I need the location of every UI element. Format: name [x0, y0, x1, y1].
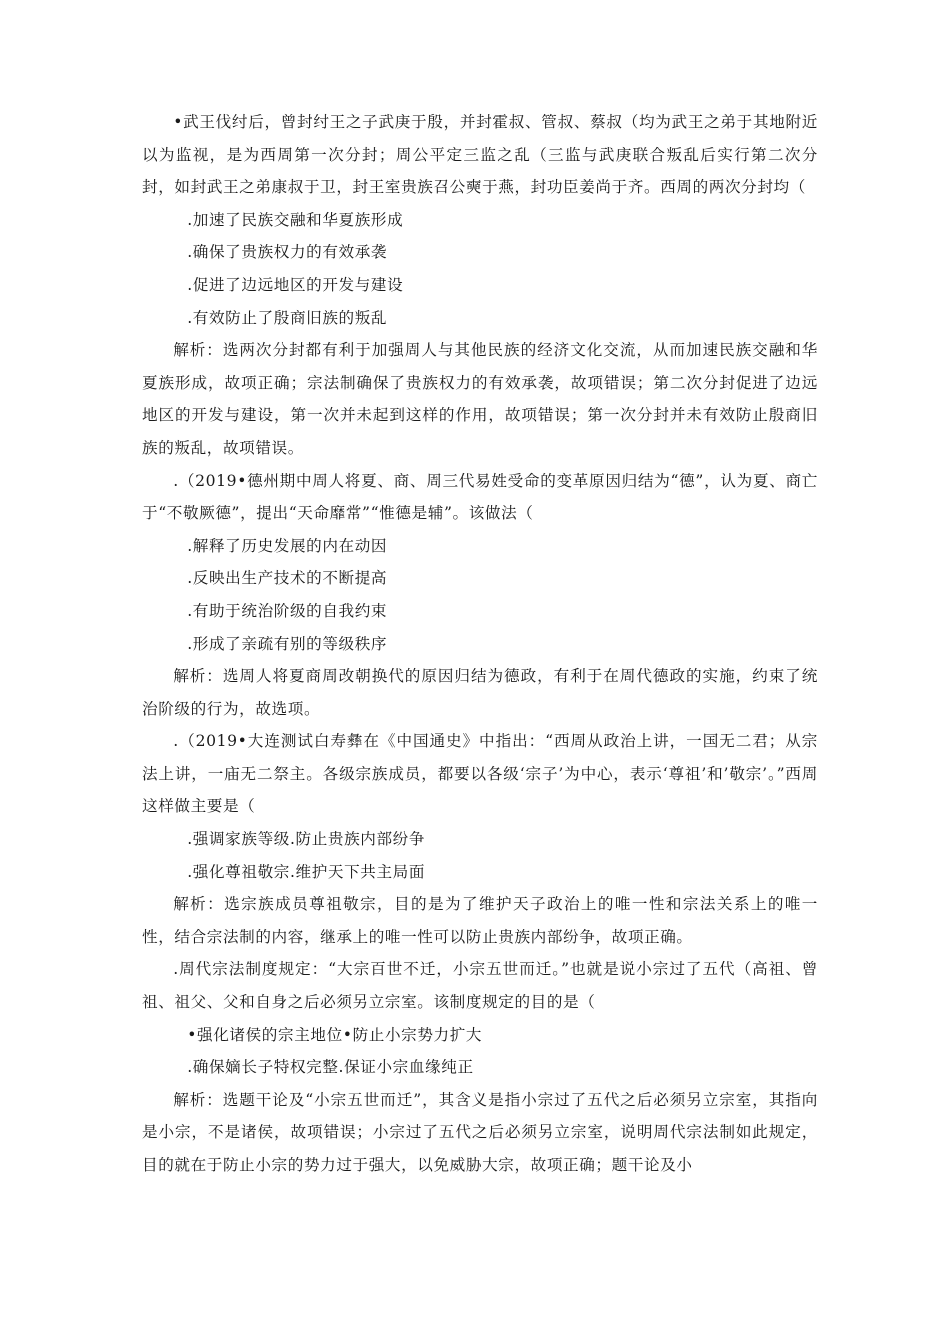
question-2-option-b: .反映出生产技术的不断提高 — [187, 569, 388, 588]
question-4-option-cd: .确保嫡长子特权完整.保证小宗血缘纯正 — [187, 1058, 474, 1077]
question-1-stem: •武王伐纣后，曾封纣王之子武庚于殷，并封霍叔、管叔、蔡叔（均为武王之弟于其地附近以为监视，是为西周第一次分封；周公平定三监之乱（三监与武庚联合叛乱后实行第二次分封，如封武王之弟康叔于卫，封王室贵族召公奭于燕，封功臣姜尚于齐。西周的两次分封均（ — [142, 113, 818, 197]
question-1-option-c: .促进了边远地区的开发与建设 — [187, 275, 404, 294]
question-2-option-d: .形成了亲疏有别的等级秩序 — [187, 634, 388, 653]
question-3-option-ab: .强调家族等级.防止贵族内部纷争 — [187, 830, 426, 849]
question-4-option-ab: •强化诸侯的宗主地位•防止小宗势力扩大 — [187, 1025, 483, 1044]
question-3-analysis: 解析：选宗族成员尊祖敬宗，目的是为了维护天子政治上的唯一性和宗法关系上的唯一性，结合宗法制的内容，继承上的唯一性可以防止贵族内部纷争，故项正确。 — [142, 895, 818, 946]
question-1-analysis: 解析：选两次分封都有利于加强周人与其他民族的经济文化交流，从而加速民族交融和华夏族形成，故项正确；宗法制确保了贵族权力的有效承袭，故项错误；第二次分封促进了边远地区的开发与建设，第一次并未起到这样的作用，故项错误；第一次分封并未有效防止殷商旧族的叛乱，故项错误。 — [142, 341, 818, 457]
question-2-analysis: 解析：选周人将夏商周改朝换代的原因归结为德政，有利于在周代德政的实施，约束了统治阶级的行为，故选项。 — [142, 667, 818, 718]
question-2-stem: .（2019•德州期中周人将夏、商、周三代易姓受命的变革原因归结为“德”，认为夏、商亡于“不敬厥德”，提出“天命靡常”“惟德是辅”。该做法（ — [142, 471, 818, 523]
question-4-stem: .周代宗法制度规定：“大宗百世不迁，小宗五世而迁。”也就是说小宗过了五代（高祖、曾祖、祖父、父和自身之后必须另立宗室。该制度规定的目的是（ — [142, 960, 818, 1012]
question-1-option-a: .加速了民族交融和华夏族形成 — [187, 210, 404, 229]
question-2-option-a: .解释了历史发展的内在动因 — [187, 536, 388, 555]
question-1-option-b: .确保了贵族权力的有效承袭 — [187, 243, 388, 262]
question-4-analysis: 解析：选题干论及“小宗五世而迁”，其含义是指小宗过了五代之后必须另立宗室，其指向是小宗，不是诸侯，故项错误；小宗过了五代之后必须另立宗室，说明周代宗法制如此规定，目的就在于防止小宗的势力过于强大，以免威胁大宗，故项正确；题干论及小 — [142, 1090, 818, 1174]
question-1-option-d: .有效防止了殷商旧族的叛乱 — [187, 308, 388, 327]
document-page — [142, 106, 818, 1182]
question-3-stem: .（2019•大连测试白寿彝在《中国通史》中指出：“西周从政治上讲，一国无二君；从宗法上讲，一庙无二祭主。各级宗族成员，都要以各级‘宗子’为中心，表示‘尊祖’和’敬宗’。”西周这样做主要是（ — [142, 732, 818, 816]
question-2-option-c: .有助于统治阶级的自我约束 — [187, 601, 388, 620]
question-3-option-cd: .强化尊祖敬宗.维护天下共主局面 — [187, 862, 426, 881]
